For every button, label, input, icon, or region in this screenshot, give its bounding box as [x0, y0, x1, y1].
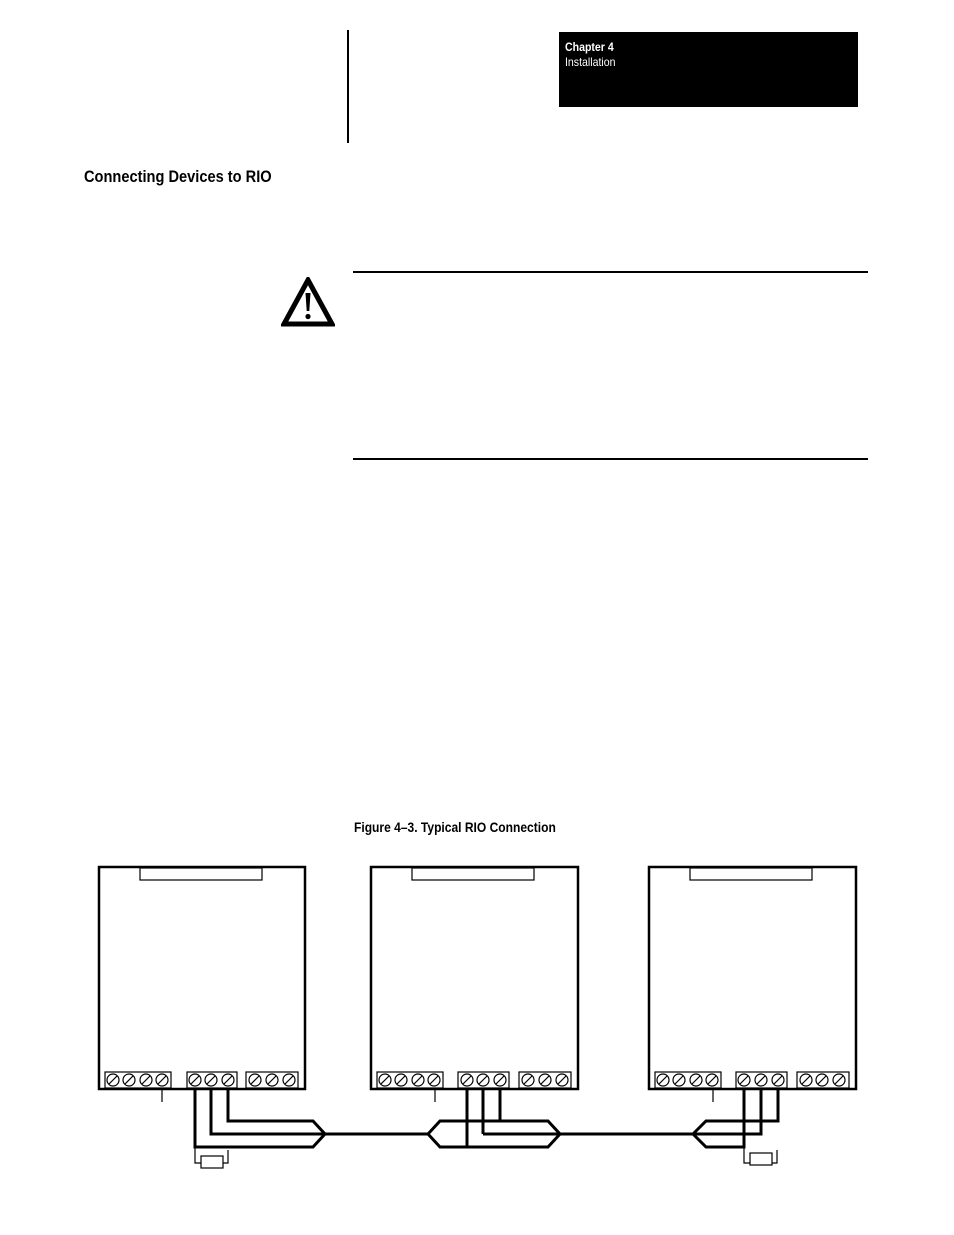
- rio-cable-wiring: [195, 1089, 778, 1147]
- rio-device-middle: [371, 867, 578, 1102]
- terminal-block-right: [655, 1072, 849, 1088]
- terminal-block-left: [105, 1072, 298, 1088]
- rio-device-left: [99, 867, 305, 1168]
- figure-caption: Figure 4–3. Typical RIO Connection: [354, 819, 556, 835]
- chapter-number: Chapter 4: [565, 40, 614, 54]
- terminal-block-middle: [377, 1072, 571, 1088]
- chapter-title: Installation: [565, 55, 616, 69]
- section-heading: Connecting Devices to RIO: [84, 167, 272, 186]
